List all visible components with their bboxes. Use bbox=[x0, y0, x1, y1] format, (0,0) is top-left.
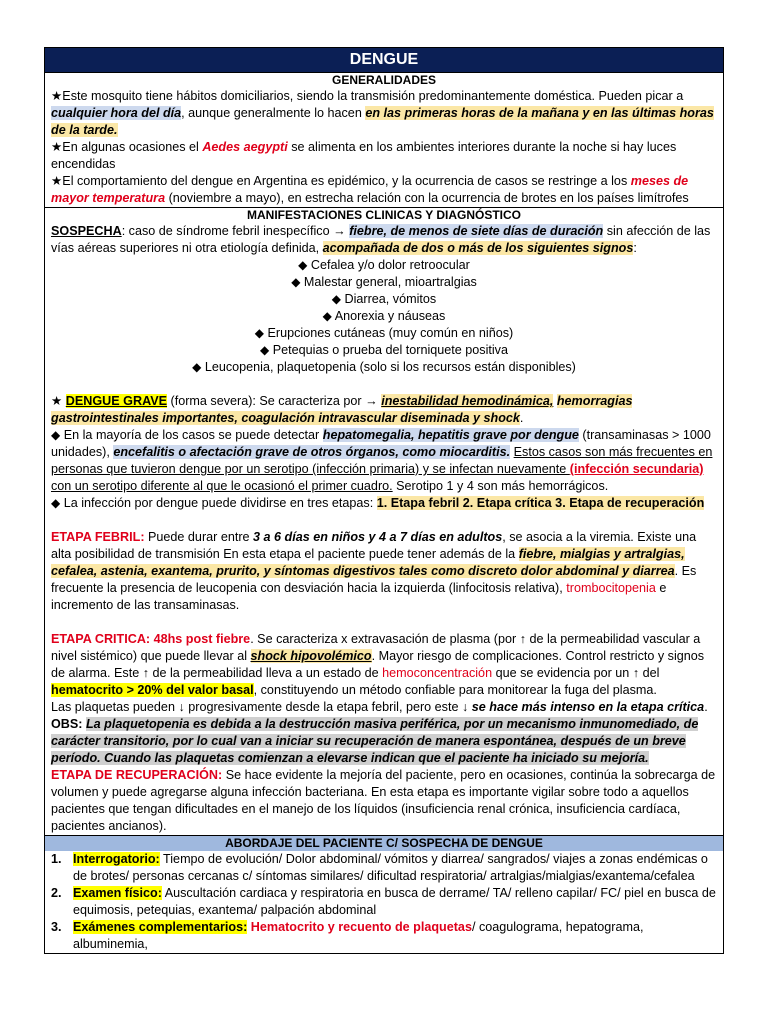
arrow-up-icon: ↑ bbox=[519, 632, 526, 646]
list-item: ◆ Anorexia y náuseas bbox=[322, 309, 446, 323]
dengue-document bbox=[44, 47, 724, 954]
diamond-icon: ◆ bbox=[51, 496, 61, 510]
list-item: 3. Exámenes complementarios: Hematocrito y recuento de plaquetas/ coagulograma, hepatograma, albuminemia, bbox=[51, 920, 644, 951]
diamond-icon: ◆ bbox=[291, 275, 301, 289]
paragraph-etapa-recuperacion: ETAPA DE RECUPERACIÓN: Se hace evidente la mejoría del paciente, pero en ocasiones, continúa la sobrecarga de volumen y puede agregarse alguna infección bacteriana. En esta etapa es importante vigilar sobre todo a aquellos pacientes que tengan dificultades en el manejo de los líquidos (insuficiencia renal crónica, insuficiencia cardíaca, pacientes ancianos). bbox=[51, 768, 716, 833]
diamond-icon: ◆ bbox=[260, 343, 270, 357]
star-icon: ★ bbox=[51, 174, 63, 188]
arrow-up-icon: ↑ bbox=[632, 666, 640, 680]
section-heading-abordaje: ABORDAJE DEL PACIENTE C/ SOSPECHA DE DENGUE bbox=[45, 835, 723, 851]
arrow-right-icon: → bbox=[333, 224, 346, 238]
document-title: DENGUE bbox=[45, 48, 723, 72]
star-icon: ★ bbox=[51, 394, 63, 408]
arrow-down-icon: ↓ bbox=[178, 700, 185, 714]
arrow-right-icon: → bbox=[365, 394, 378, 408]
paragraph-sospecha: SOSPECHA: caso de síndrome febril inespecífico → fiebre, de menos de siete días de duración sin afección de las vías aéreas superiores ni otra etiología definida, acompañada de dos o más de los siguientes signos: bbox=[51, 224, 711, 255]
list-item: 1. Interrogatorio: Tiempo de evolución/ Dolor abdominal/ vómitos y diarrea/ sangrados/ viajes a zonas endémicas o de brotes/ personas cercanas c/ síntomas similares/ dificultad respiratoria/ artralgias/mialgias/exantema/cefalea bbox=[51, 852, 708, 883]
list-item: ◆ Petequias o prueba del torniquete positiva bbox=[260, 343, 508, 357]
list-item: ◆ Cefalea y/o dolor retroocular bbox=[298, 258, 470, 272]
paragraph-etapas: ◆ La infección por dengue puede dividirse en tres etapas: 1. Etapa febril 2. Etapa crítica 3. Etapa de recuperación bbox=[51, 496, 705, 510]
section-heading-manifestaciones: MANIFESTACIONES CLINICAS Y DIAGNÓSTICO bbox=[45, 207, 723, 223]
diamond-icon: ◆ bbox=[322, 309, 332, 323]
paragraph-habitos: ★Este mosquito tiene hábitos domiciliarios, siendo la transmisión predominantemente doméstica. Pueden picar a cualquier hora del día, aunque generalmente lo hacen en las primeras horas de la mañana y en las últimas horas de la tarde. bbox=[51, 89, 714, 137]
paragraph-casos: ◆ En la mayoría de los casos se puede detectar hepatomegalia, hepatitis grave por dengue (transaminasas > 1000 unidades), encefalitis o afectación grave de otros órganos, como miocarditis. Estos casos son más frecuentes en personas que tuvieron dengue por un serotipo (infección primaria) y se infectan nuevamente (infección secundaria) con un serotipo diferente al que le ocasionó el primer cuadro. Serotipo 1 y 4 son más hemorrágicos. bbox=[51, 428, 713, 493]
diamond-icon: ◆ bbox=[254, 326, 264, 340]
list-item: 2. Examen físico: Auscultación cardiaca y respiratoria en busca de derrame/ TA/ relleno capilar/ FC/ piel en busca de equimosis, petequias, exantema/ palpación abdominal bbox=[51, 886, 716, 917]
paragraph-plaquetas: Las plaquetas pueden ↓ progresivamente desde la etapa febril, pero este ↓ se hace más intenso en la etapa crítica. bbox=[51, 700, 708, 714]
diamond-icon: ◆ bbox=[51, 428, 61, 442]
star-icon: ★ bbox=[51, 140, 63, 154]
diamond-icon: ◆ bbox=[192, 360, 202, 374]
paragraph-dengue-grave: ★ DENGUE GRAVE (forma severa): Se caracteriza por → inestabilidad hemodinámica, hemorragias gastrointestinales importantes, coagulación intravascular diseminada y shock. bbox=[51, 394, 633, 425]
section-heading-generalidades: GENERALIDADES bbox=[45, 72, 723, 88]
arrow-down-icon: ↓ bbox=[461, 700, 469, 714]
paragraph-etapa-febril: ETAPA FEBRIL: Puede durar entre 3 a 6 días en niños y 4 a 7 días en adultos, se asocia a la viremia. Existe una alta posibilidad de transmisión En esta etapa el paciente puede tener además de la fiebre, mialgias y artralgias, cefalea, astenia, exantema, prurito, y síntomas digestivos tales como discreto dolor abdominal y diarrea. Es frecuente la presencia de leucopenia con desviación hacia la izquierda (linfocitosis relativa), trombocitopenia e incremento de las transaminasas. bbox=[51, 530, 697, 612]
list-item: ◆ Erupciones cutáneas (muy común en niños) bbox=[254, 326, 514, 340]
paragraph-argentina: ★El comportamiento del dengue en Argentina es epidémico, y la ocurrencia de casos se restringe a los meses de mayor temperatura (noviembre a mayo), en estrecha relación con la ocurrencia de brotes en los países limítrofes bbox=[51, 174, 689, 205]
list-item: ◆ Leucopenia, plaquetopenia (solo si los recursos están disponibles) bbox=[192, 360, 576, 374]
diamond-icon: ◆ bbox=[331, 292, 342, 306]
list-item: ◆ Diarrea, vómitos bbox=[331, 292, 437, 306]
paragraph-etapa-critica: ETAPA CRITICA: 48hs post fiebre. Se caracteriza x extravasación de plasma (por ↑ de la permeabilidad vascular a nivel sistémico) que puede llevar al shock hipovolémico. Mayor riesgo de complicaciones. Control restricto y signos de alarma. Este ↑ de la permeabilidad lleva a un estado de hemoconcentración que se evidencia por un ↑ del hematocrito > 20% del valor basal, constituyendo un método confiable para monitorear la fuga del plasma. bbox=[51, 632, 705, 697]
diamond-icon: ◆ bbox=[298, 258, 308, 272]
signos-list bbox=[45, 257, 723, 376]
star-icon: ★ bbox=[51, 89, 63, 103]
list-item: ◆ Malestar general, mioartralgias bbox=[291, 275, 477, 289]
arrow-up-icon: ↑ bbox=[142, 666, 149, 680]
paragraph-obs: OBS: La plaquetopenia es debida a la destrucción masiva periférica, por un mecanismo inmunomediado, de carácter transitorio, por lo cual van a iniciar su recuperación de manera espontánea, después de un breve período. Cuando las plaquetas comienzan a elevarse indican que el paciente ha iniciado su mejoría. bbox=[51, 717, 699, 765]
paragraph-aedes: ★En algunas ocasiones el Aedes aegypti se alimenta en los ambientes interiores durante la noche si hay luces encendidas bbox=[51, 140, 677, 171]
